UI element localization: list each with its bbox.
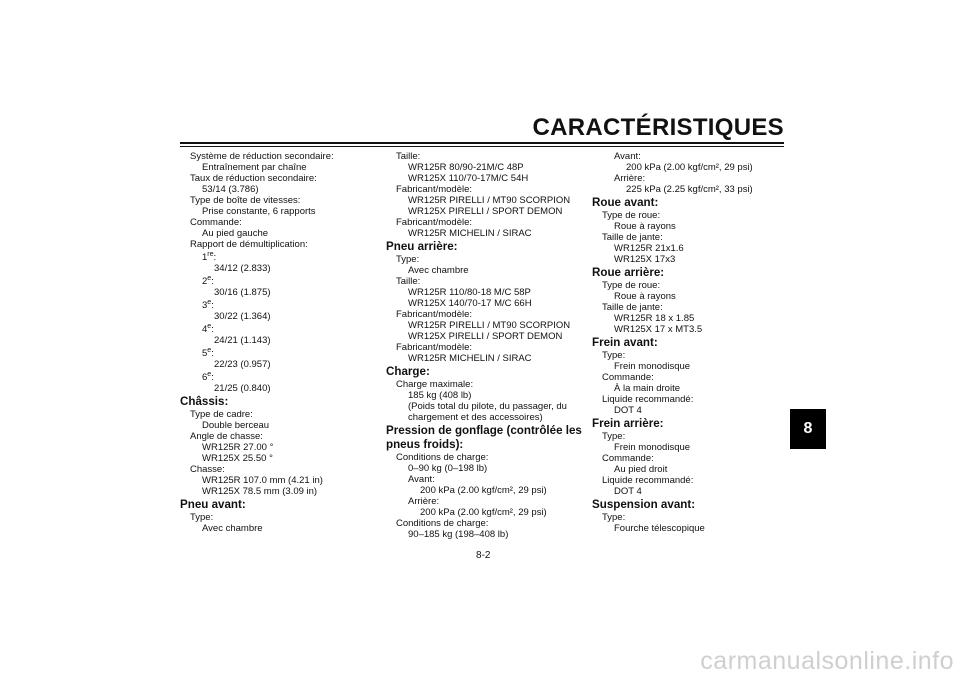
- gear-label: 4e:: [202, 323, 214, 335]
- spec-note: (Poids total du pilote, du passager, du: [408, 401, 567, 412]
- gear-label: 2e:: [202, 275, 214, 287]
- spec-value: WR125R MICHELIN / SIRAC: [408, 228, 532, 239]
- gear-label: 6e:: [202, 371, 214, 383]
- spec-note: chargement et des accessoires): [408, 412, 543, 423]
- spec-value: WR125X 110/70-17M/C 54H: [408, 173, 529, 184]
- spec-value: WR125X 17 x MT3.5: [614, 324, 703, 335]
- spec-label: Type:: [602, 512, 626, 523]
- spec-value: WR125X 140/70-17 M/C 66H: [408, 298, 532, 309]
- section-heading: Châssis:: [180, 395, 229, 408]
- spec-label: Commande:: [602, 372, 654, 383]
- spec-value: Prise constante, 6 rapports: [202, 206, 316, 217]
- section-heading: pneus froids):: [386, 438, 464, 451]
- gear-ratio: 22/23 (0.957): [214, 359, 271, 370]
- spec-value: DOT 4: [614, 486, 642, 497]
- spec-label: Système de réduction secondaire:: [190, 151, 334, 162]
- spec-value: WR125R 107.0 mm (4.21 in): [202, 475, 323, 486]
- spec-value: WR125X 78.5 mm (3.09 in): [202, 486, 318, 497]
- spec-label: Type de cadre:: [190, 409, 253, 420]
- spec-value: WR125R 80/90-21M/C 48P: [408, 162, 524, 173]
- watermark: carmanualsonline.info: [700, 647, 954, 675]
- spec-value: Au pied gauche: [202, 228, 269, 239]
- spec-label: Type:: [190, 512, 214, 523]
- spec-value: WR125R 18 x 1.85: [614, 313, 695, 324]
- section-heading: Roue avant:: [592, 196, 659, 209]
- spec-value: WR125X PIRELLI / SPORT DEMON: [408, 331, 563, 342]
- spec-label: Taille de jante:: [602, 232, 663, 243]
- spec-column-2: [386, 151, 582, 540]
- spec-label: Type:: [602, 350, 626, 361]
- spec-value: WR125R MICHELIN / SIRAC: [408, 353, 532, 364]
- spec-label: Fabricant/modèle:: [396, 342, 473, 353]
- spec-value: WR125X 25.50 °: [202, 453, 273, 464]
- spec-label: Type de roue:: [602, 280, 661, 291]
- spec-value: 200 kPa (2.00 kgf/cm², 29 psi): [420, 507, 547, 518]
- spec-value: À la main droite: [614, 383, 681, 394]
- section-heading: Pression de gonflage (contrôlée les: [386, 424, 582, 437]
- section-heading: Suspension avant:: [592, 498, 696, 511]
- title-rule: [180, 142, 784, 144]
- spec-label: Commande:: [602, 453, 654, 464]
- spec-label: Arrière:: [614, 173, 646, 184]
- gear-ratio: 34/12 (2.833): [214, 263, 271, 274]
- section-heading: Frein arrière:: [592, 417, 664, 430]
- spec-label: Conditions de charge:: [396, 518, 489, 529]
- gear-ratio: 30/16 (1.875): [214, 287, 271, 298]
- spec-value: Fourche télescopique: [614, 523, 705, 534]
- spec-label: Charge maximale:: [396, 379, 474, 390]
- spec-label: Conditions de charge:: [396, 452, 489, 463]
- spec-value: Roue à rayons: [614, 221, 676, 232]
- spec-label: Taille de jante:: [602, 302, 663, 313]
- spec-label: Arrière:: [408, 496, 440, 507]
- spec-label: Liquide recommandé:: [602, 394, 694, 405]
- spec-label: Fabricant/modèle:: [396, 184, 473, 195]
- spec-value: Double berceau: [202, 420, 270, 431]
- page-number: 8-2: [476, 550, 491, 561]
- spec-value: DOT 4: [614, 405, 642, 416]
- spec-value: 90–185 kg (198–408 lb): [408, 529, 509, 540]
- spec-value: 0–90 kg (0–198 lb): [408, 463, 488, 474]
- spec-value: 185 kg (408 lb): [408, 390, 472, 401]
- spec-label: Fabricant/modèle:: [396, 309, 473, 320]
- spec-value: 225 kPa (2.25 kgf/cm², 33 psi): [626, 184, 753, 195]
- spec-value: Entraînement par chaîne: [202, 162, 307, 173]
- section-heading: Roue arrière:: [592, 266, 665, 279]
- spec-value: 53/14 (3.786): [202, 184, 259, 195]
- spec-value: Avec chambre: [408, 265, 469, 276]
- spec-label: Angle de chasse:: [190, 431, 263, 442]
- spec-label: Avant:: [614, 151, 641, 162]
- section-heading: Frein avant:: [592, 336, 658, 349]
- spec-label: Chasse:: [190, 464, 225, 475]
- title-rule-thin: [180, 146, 784, 147]
- gear-ratio: 24/21 (1.143): [214, 335, 271, 346]
- spec-label: Fabricant/modèle:: [396, 217, 473, 228]
- spec-value: WR125R PIRELLI / MT90 SCORPION: [408, 195, 571, 206]
- gear-label: 5e:: [202, 347, 214, 359]
- spec-label: Avant:: [408, 474, 435, 485]
- spec-value: WR125R 21x1.6: [614, 243, 684, 254]
- spec-value: WR125R 110/80-18 M/C 58P: [408, 287, 531, 298]
- chapter-tab: 8: [790, 409, 826, 449]
- spec-value: Au pied droit: [614, 464, 668, 475]
- gear-ratio: 21/25 (0.840): [214, 383, 271, 394]
- section-heading: Charge:: [386, 365, 430, 378]
- spec-value: Avec chambre: [202, 523, 263, 534]
- spec-column-1: [180, 151, 334, 534]
- spec-value: 200 kPa (2.00 kgf/cm², 29 psi): [626, 162, 753, 173]
- spec-label: Commande:: [190, 217, 242, 228]
- section-heading: Pneu avant:: [180, 498, 246, 511]
- spec-label: Taille:: [396, 276, 421, 287]
- spec-label: Type de roue:: [602, 210, 661, 221]
- gear-ratio: 30/22 (1.364): [214, 311, 271, 322]
- spec-label: Type:: [396, 254, 420, 265]
- spec-value: WR125X 17x3: [614, 254, 676, 265]
- spec-label: Taille:: [396, 151, 421, 162]
- spec-label: Taux de réduction secondaire:: [190, 173, 317, 184]
- section-heading: Pneu arrière:: [386, 240, 458, 253]
- spec-label: Liquide recommandé:: [602, 475, 694, 486]
- spec-value: WR125R 27.00 °: [202, 442, 274, 453]
- spec-value: Roue à rayons: [614, 291, 676, 302]
- spec-value: 200 kPa (2.00 kgf/cm², 29 psi): [420, 485, 547, 496]
- spec-label: Type:: [602, 431, 626, 442]
- gear-label: 1re:: [202, 251, 217, 263]
- spec-column-3: [592, 151, 753, 534]
- spec-value: Frein monodisque: [614, 361, 691, 372]
- gear-label: 3e:: [202, 299, 214, 311]
- spec-value: Frein monodisque: [614, 442, 691, 453]
- spec-label: Rapport de démultiplication:: [190, 239, 308, 250]
- spec-label: Type de boîte de vitesses:: [190, 195, 301, 206]
- spec-value: WR125X PIRELLI / SPORT DEMON: [408, 206, 563, 217]
- page-title: CARACTÉRISTIQUES: [532, 114, 784, 141]
- spec-value: WR125R PIRELLI / MT90 SCORPION: [408, 320, 571, 331]
